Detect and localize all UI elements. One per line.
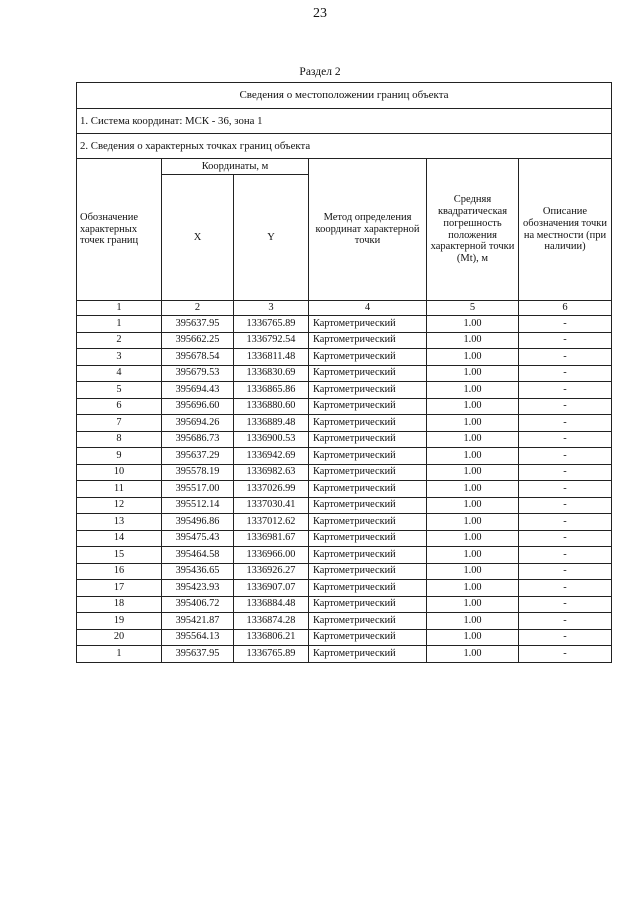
table-title: Сведения о местоположении границ объекта (77, 83, 612, 109)
accuracy-cell: 1.00 (427, 530, 519, 547)
accuracy-cell: 1.00 (427, 514, 519, 531)
point-cell: 20 (77, 629, 162, 646)
boundary-points-table (76, 82, 612, 663)
description-cell: - (519, 332, 612, 349)
method-cell: Картометрический (309, 580, 427, 597)
description-cell: - (519, 415, 612, 432)
accuracy-cell: 1.00 (427, 580, 519, 597)
description-cell: - (519, 398, 612, 415)
point-cell: 17 (77, 580, 162, 597)
y-cell: 1336765.89 (234, 316, 309, 333)
y-cell: 1336874.28 (234, 613, 309, 630)
description-cell: - (519, 547, 612, 564)
x-cell: 395421.87 (162, 613, 234, 630)
accuracy-cell: 1.00 (427, 497, 519, 514)
table-row (77, 596, 612, 613)
method-cell: Картометрический (309, 646, 427, 663)
y-cell: 1336966.00 (234, 547, 309, 564)
point-cell: 8 (77, 431, 162, 448)
description-cell: - (519, 382, 612, 399)
x-cell: 395694.26 (162, 415, 234, 432)
y-cell: 1336806.21 (234, 629, 309, 646)
table-row (77, 431, 612, 448)
table-row (77, 613, 612, 630)
accuracy-cell: 1.00 (427, 431, 519, 448)
table-row (77, 547, 612, 564)
accuracy-cell: 1.00 (427, 547, 519, 564)
method-cell: Картометрический (309, 530, 427, 547)
method-cell: Картометрический (309, 349, 427, 366)
method-cell: Картометрический (309, 613, 427, 630)
header-method: Метод определения координат характерной точки (309, 159, 427, 301)
point-cell: 5 (77, 382, 162, 399)
description-cell: - (519, 448, 612, 465)
y-cell: 1336926.27 (234, 563, 309, 580)
accuracy-cell: 1.00 (427, 563, 519, 580)
table-row (77, 464, 612, 481)
point-cell: 15 (77, 547, 162, 564)
point-cell: 3 (77, 349, 162, 366)
y-cell: 1336942.69 (234, 448, 309, 465)
point-cell: 19 (77, 613, 162, 630)
points-heading: 2. Сведения о характерных точках границ объекта (77, 134, 612, 159)
column-number: 6 (519, 301, 612, 316)
column-number: 5 (427, 301, 519, 316)
column-number: 1 (77, 301, 162, 316)
table-row (77, 316, 612, 333)
x-cell: 395512.14 (162, 497, 234, 514)
point-cell: 18 (77, 596, 162, 613)
description-cell: - (519, 464, 612, 481)
method-cell: Картометрический (309, 332, 427, 349)
point-cell: 14 (77, 530, 162, 547)
description-cell: - (519, 316, 612, 333)
point-cell: 10 (77, 464, 162, 481)
y-cell: 1336884.48 (234, 596, 309, 613)
description-cell: - (519, 365, 612, 382)
header-accuracy: Средняя квадратическая погрешность положения характерной точки (Mt), м (427, 159, 519, 301)
x-cell: 395686.73 (162, 431, 234, 448)
method-cell: Картометрический (309, 596, 427, 613)
point-cell: 13 (77, 514, 162, 531)
method-cell: Картометрический (309, 481, 427, 498)
y-cell: 1336889.48 (234, 415, 309, 432)
y-cell: 1336880.60 (234, 398, 309, 415)
x-cell: 395637.29 (162, 448, 234, 465)
description-cell: - (519, 613, 612, 630)
x-cell: 395564.13 (162, 629, 234, 646)
accuracy-cell: 1.00 (427, 316, 519, 333)
x-cell: 395464.58 (162, 547, 234, 564)
description-cell: - (519, 596, 612, 613)
method-cell: Картометрический (309, 415, 427, 432)
table-row (77, 629, 612, 646)
y-cell: 1337026.99 (234, 481, 309, 498)
method-cell: Картометрический (309, 514, 427, 531)
point-cell: 9 (77, 448, 162, 465)
method-cell: Картометрический (309, 464, 427, 481)
header-x: X (162, 175, 234, 301)
table-row (77, 481, 612, 498)
y-cell: 1336865.86 (234, 382, 309, 399)
x-cell: 395679.53 (162, 365, 234, 382)
y-cell: 1337012.62 (234, 514, 309, 531)
header-y: Y (234, 175, 309, 301)
y-cell: 1336982.63 (234, 464, 309, 481)
x-cell: 395423.93 (162, 580, 234, 597)
x-cell: 395678.54 (162, 349, 234, 366)
column-number-row (77, 301, 612, 316)
table-row (77, 332, 612, 349)
x-cell: 395694.43 (162, 382, 234, 399)
point-cell: 1 (77, 316, 162, 333)
table-row (77, 398, 612, 415)
x-cell: 395496.86 (162, 514, 234, 531)
column-number: 2 (162, 301, 234, 316)
description-cell: - (519, 629, 612, 646)
column-number: 3 (234, 301, 309, 316)
section-label: Раздел 2 (299, 66, 341, 78)
x-cell: 395637.95 (162, 316, 234, 333)
x-cell: 395406.72 (162, 596, 234, 613)
description-cell: - (519, 646, 612, 663)
column-number: 4 (309, 301, 427, 316)
point-cell: 6 (77, 398, 162, 415)
accuracy-cell: 1.00 (427, 646, 519, 663)
y-cell: 1337030.41 (234, 497, 309, 514)
table-row (77, 448, 612, 465)
y-cell: 1336830.69 (234, 365, 309, 382)
header-designation: Обозначение характерных точек границ (77, 159, 162, 301)
table-row (77, 563, 612, 580)
accuracy-cell: 1.00 (427, 415, 519, 432)
point-cell: 7 (77, 415, 162, 432)
method-cell: Картометрический (309, 398, 427, 415)
description-cell: - (519, 580, 612, 597)
accuracy-cell: 1.00 (427, 481, 519, 498)
x-cell: 395517.00 (162, 481, 234, 498)
accuracy-cell: 1.00 (427, 365, 519, 382)
description-cell: - (519, 481, 612, 498)
y-cell: 1336907.07 (234, 580, 309, 597)
accuracy-cell: 1.00 (427, 332, 519, 349)
table-row (77, 382, 612, 399)
method-cell: Картометрический (309, 629, 427, 646)
point-cell: 4 (77, 365, 162, 382)
method-cell: Картометрический (309, 316, 427, 333)
y-cell: 1336900.53 (234, 431, 309, 448)
method-cell: Картометрический (309, 382, 427, 399)
y-cell: 1336981.67 (234, 530, 309, 547)
method-cell: Картометрический (309, 431, 427, 448)
point-cell: 16 (77, 563, 162, 580)
x-cell: 395436.65 (162, 563, 234, 580)
table-row (77, 646, 612, 663)
y-cell: 1336811.48 (234, 349, 309, 366)
accuracy-cell: 1.00 (427, 398, 519, 415)
table-row (77, 349, 612, 366)
point-cell: 1 (77, 646, 162, 663)
coordinate-system: 1. Система координат: МСК - 36, зона 1 (77, 109, 612, 134)
header-description: Описание обозначения точки на местности (при наличии) (519, 159, 612, 301)
accuracy-cell: 1.00 (427, 382, 519, 399)
x-cell: 395662.25 (162, 332, 234, 349)
method-cell: Картометрический (309, 497, 427, 514)
description-cell: - (519, 563, 612, 580)
table-row (77, 514, 612, 531)
header-coordinates: Координаты, м (162, 159, 309, 175)
accuracy-cell: 1.00 (427, 349, 519, 366)
description-cell: - (519, 349, 612, 366)
y-cell: 1336765.89 (234, 646, 309, 663)
accuracy-cell: 1.00 (427, 448, 519, 465)
x-cell: 395475.43 (162, 530, 234, 547)
x-cell: 395696.60 (162, 398, 234, 415)
description-cell: - (519, 530, 612, 547)
table-row (77, 415, 612, 432)
x-cell: 395578.19 (162, 464, 234, 481)
method-cell: Картометрический (309, 448, 427, 465)
point-cell: 11 (77, 481, 162, 498)
method-cell: Картометрический (309, 547, 427, 564)
accuracy-cell: 1.00 (427, 596, 519, 613)
accuracy-cell: 1.00 (427, 464, 519, 481)
page-number: 23 (313, 6, 327, 21)
description-cell: - (519, 431, 612, 448)
table-row (77, 580, 612, 597)
table-row (77, 530, 612, 547)
point-cell: 2 (77, 332, 162, 349)
table-row (77, 365, 612, 382)
x-cell: 395637.95 (162, 646, 234, 663)
method-cell: Картометрический (309, 365, 427, 382)
description-cell: - (519, 497, 612, 514)
table-row (77, 497, 612, 514)
method-cell: Картометрический (309, 563, 427, 580)
y-cell: 1336792.54 (234, 332, 309, 349)
description-cell: - (519, 514, 612, 531)
accuracy-cell: 1.00 (427, 613, 519, 630)
accuracy-cell: 1.00 (427, 629, 519, 646)
point-cell: 12 (77, 497, 162, 514)
